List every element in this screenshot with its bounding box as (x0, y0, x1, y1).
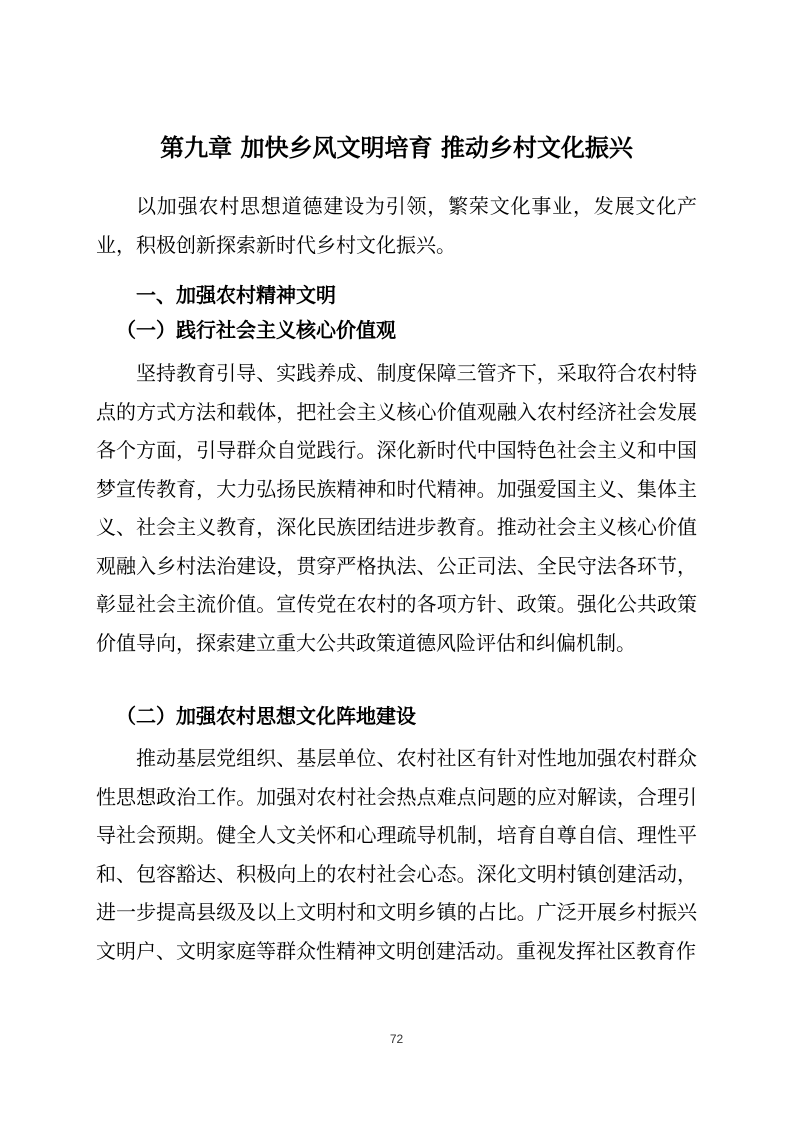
subsection-heading-2: （二）加强农村思想文化阵地建设 (116, 704, 416, 728)
chapter-title: 第九章 加快乡风文明培育 推动乡村文化振兴 (160, 134, 633, 162)
intro-paragraph: 以加强农村思想道德建设为引领，繁荣文化事业，发展文化产业，积极创新探索新时代乡村文化振兴。 (96, 194, 697, 257)
section-heading: 一、加强农村精神文明 (136, 283, 336, 307)
subsection-1-paragraph: 坚持教育引导、实践养成、制度保障三管齐下，采取符合农村特点的方式方法和载体，把社会主义核心价值观融入农村经济社会发展各个方面，引导群众自觉践行。深化新时代中国特色社会主义和中国梦宣传教育，大力弘扬民族精神和时代精神。加强爱国主义、集体主义、社会主义教育，深化民族团结进步教育。推动社会主义核心价值观融入乡村法治建设，贯穿严格执法、公正司法、全民守法各环节，彰显社会主流价值。宣传党在农村的各项方针、政策。强化公共政策价值导向，探索建立重大公共政策道德风险评估和纠偏机制。 (96, 361, 697, 655)
page-number: 72 (389, 1032, 404, 1046)
subsection-2-paragraph: 推动基层党组织、基层单位、农村社区有针对性地加强农村群众性思想政治工作。加强对农村社会热点难点问题的应对解读，合理引导社会预期。健全人文关怀和心理疏导机制，培育自尊自信、理性平和、包容豁达、积极向上的农村社会心态。深化文明村镇创建活动，进一步提高县级及以上文明村和文明乡镇的占比。广泛开展乡村振兴文明户、文明家庭等群众性精神文明创建活动。重视发挥社区教育作 (96, 746, 697, 963)
subsection-heading-1: （一）践行社会主义核心价值观 (116, 318, 396, 342)
